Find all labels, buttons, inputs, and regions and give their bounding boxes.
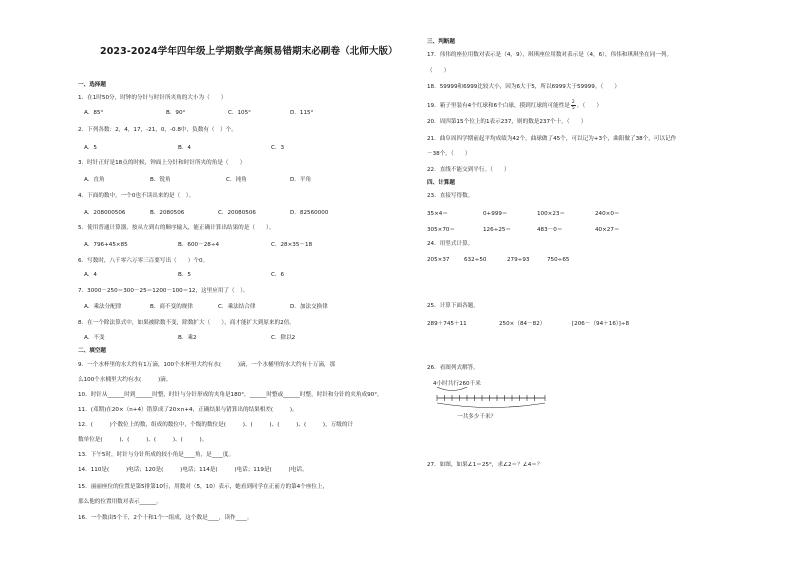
question-17-line-2: （ ） bbox=[427, 68, 450, 74]
option-d: D．82560000 bbox=[290, 210, 329, 216]
math-item: 305×70＝ bbox=[427, 227, 456, 233]
calc-item: 205×37 bbox=[427, 257, 450, 263]
option-c: C．除以2 bbox=[271, 335, 296, 341]
math-item: 483－0＝ bbox=[537, 227, 563, 233]
calc-item: 279÷93 bbox=[507, 257, 530, 263]
option-a: A．5 bbox=[84, 145, 97, 151]
option-a: A．直角 bbox=[84, 177, 105, 183]
option-b: B．4 bbox=[178, 145, 191, 151]
question-16: 16．一个数由5个千，2个十和1个一组成，这个数是____，读作____。 bbox=[78, 515, 253, 521]
option-b: B．锐角 bbox=[150, 177, 171, 183]
option-b: B．600－28÷4 bbox=[178, 242, 220, 248]
compute-item: 250×（84－82） bbox=[499, 321, 546, 327]
exam-title: 2023-2024学年四年级上学期数学高频易错期末必刷卷（北师大版） bbox=[100, 46, 398, 57]
option-c: C．3 bbox=[271, 145, 285, 151]
question-9-line-2: 么100个水桶里大约有水( )滴。 bbox=[78, 377, 172, 383]
option-a: A．4 bbox=[84, 272, 97, 278]
option-d: D．平角 bbox=[290, 177, 312, 183]
question-25: 25．计算下面各题。 bbox=[427, 303, 479, 309]
question-19-text: 19．箱子里装有4个红球和6个白球，摸到红球的可能性是 bbox=[427, 103, 570, 109]
question-2: 2．下列各数：2，4，17，-21，0，-0.8中，负数有（ ）个。 bbox=[78, 127, 237, 133]
math-item: 40×27＝ bbox=[595, 227, 620, 233]
fraction-denominator: 5 bbox=[571, 106, 575, 111]
option-a: A．796+45×85 bbox=[84, 242, 128, 248]
option-d: D．加法交换律 bbox=[290, 304, 328, 310]
option-c: C．6 bbox=[271, 272, 285, 278]
question-23: 23．直接写得数。 bbox=[427, 193, 474, 199]
option-a: A．85° bbox=[84, 110, 104, 116]
option-b: B．5 bbox=[178, 272, 191, 278]
math-item: 35×4＝ bbox=[427, 211, 448, 217]
option-c: C．20080506 bbox=[218, 210, 256, 216]
compute-item: [206－（94＋16）]÷8 bbox=[572, 321, 630, 327]
segment-diagram bbox=[427, 376, 577, 428]
diagram-top-label: 4小时共行260千米 bbox=[433, 381, 481, 387]
section-choice-heading: 一、选择题 bbox=[78, 82, 106, 88]
question-19-end: 。（ ） bbox=[576, 103, 602, 109]
question-13: 13．下午5时，时针与分针所成的较小角是____角，是____度。 bbox=[78, 452, 235, 458]
option-c: C．乘法结合律 bbox=[218, 304, 256, 310]
question-19 bbox=[427, 100, 602, 111]
section-fill-heading: 二、填空题 bbox=[78, 348, 106, 354]
calc-item: 750÷65 bbox=[547, 257, 570, 263]
section-calc-heading: 四、计算题 bbox=[427, 180, 455, 186]
question-8: 8．在一个除法算式中，如果被除数不变，除数扩大（ ），商才能扩大到原来的2倍。 bbox=[78, 320, 295, 326]
fraction-numerator: 2 bbox=[571, 100, 575, 105]
question-27: 27．如图，如果∠1＝25°，求∠2＝？∠4＝？ bbox=[427, 462, 543, 468]
option-b: B．商不变的规律 bbox=[150, 304, 193, 310]
question-26: 26．看图列式解答。 bbox=[427, 365, 479, 371]
math-item: 100×23＝ bbox=[537, 211, 566, 217]
probability-fraction bbox=[571, 100, 576, 111]
question-1: 1．在1时50分，时钟的分针与时针所夹角的大小为（ ） bbox=[78, 95, 227, 101]
question-15-line-2: 那么他的位置用数对表示______。 bbox=[78, 499, 162, 505]
question-22: 22．直线不能交到平行。（ ） bbox=[427, 167, 510, 173]
question-10: 10．时针从______时到______时整，时针与分针形成的夹角是180°，______时整或______时整，时针和分针的夹角成90°。 bbox=[78, 392, 383, 398]
question-21-line-1: 21．曲阜周四学期前起平均成绩为42个，曲球做了45个，可以记为+3个，曲阳做了38个，可以记作 bbox=[427, 136, 677, 142]
question-20: 20．周四第15个位上的1表示237，则的数是237个十。（ ） bbox=[427, 119, 587, 125]
question-18: 18．59999和6999比较大小，因为6大于5，所以6999大于59999。（ ） bbox=[427, 84, 620, 90]
question-6: 6．写数时，八千零六万零三百要写出（ ）个0。 bbox=[78, 258, 209, 264]
diagram-bottom-label: 一共多少千米？ bbox=[457, 414, 497, 420]
option-d: D．115° bbox=[290, 110, 314, 116]
question-11: 11．(邓期)在20×（n+4）错算成了20×n+4，正确结果与错算出的结果相差( )。 bbox=[78, 407, 298, 413]
option-b: B．乘2 bbox=[178, 335, 197, 341]
compute-item: 289＋745＋11 bbox=[427, 321, 467, 327]
option-a: A．208000506 bbox=[84, 210, 126, 216]
question-15-line-1: 15．丽丽座位的位置是第5排第10行，用数对（5，10）表示，她看到同学在正前方的第4个座位上， bbox=[78, 484, 329, 490]
option-c: C．28×35－18 bbox=[271, 242, 313, 248]
option-c: C．105° bbox=[228, 110, 251, 116]
calc-item: 632÷50 bbox=[464, 257, 487, 263]
option-b: B．90° bbox=[166, 110, 186, 116]
math-item: 240×0＝ bbox=[595, 211, 620, 217]
question-4: 4．下面的数中，一个0也不读出来的是（ ）。 bbox=[78, 193, 195, 199]
question-21-line-2: －38个。（ ） bbox=[427, 151, 471, 157]
question-24: 24．用竖式计算。 bbox=[427, 241, 474, 247]
question-3: 3．时针正好是18点的时候，钟面上分针和时针所夹的角是（ ） bbox=[78, 160, 246, 166]
option-a: A．乘法分配律 bbox=[84, 304, 122, 310]
question-12-line-2: 数单位是( )、( )、( )、( )。 bbox=[78, 437, 208, 443]
option-c: C．钝角 bbox=[226, 177, 247, 183]
option-b: B．2080506 bbox=[150, 210, 185, 216]
math-item: 126÷25＝ bbox=[483, 227, 512, 233]
math-item: 0+999＝ bbox=[483, 211, 508, 217]
brace-top bbox=[437, 387, 467, 391]
question-7: 7．3000－250＝300－25＝1200－100＝12，这里应用了（ ）。 bbox=[78, 288, 249, 294]
section-judge-heading: 三、判断题 bbox=[427, 39, 455, 45]
question-9-line-1: 9．一个水杯里的水大约有1万滴，100个水杯里大约有水( )滴，一个水桶里的水大约有十万滴，那 bbox=[78, 362, 336, 368]
question-12-line-1: 12．( )个数位上的数，组成的数位中，个级的数位是( )、( )、( )、( )，万级的计 bbox=[78, 422, 354, 428]
question-5: 5．使用普通计算器，按从左到右的顺序输入，能正确计算出结果的是（ ）。 bbox=[78, 225, 275, 231]
option-a: A．不变 bbox=[84, 335, 105, 341]
brace-bottom bbox=[437, 403, 545, 408]
question-14: 14．110是( )电话；120是( )电话；114是( )电话；119是( )电话。 bbox=[78, 467, 308, 473]
question-17-line-1: 17．伟伟的座位用数对表示是（4，9），琪琪座位用数对表示是（4，6），伟伟和琪琪坐在同一列。 bbox=[427, 52, 673, 58]
